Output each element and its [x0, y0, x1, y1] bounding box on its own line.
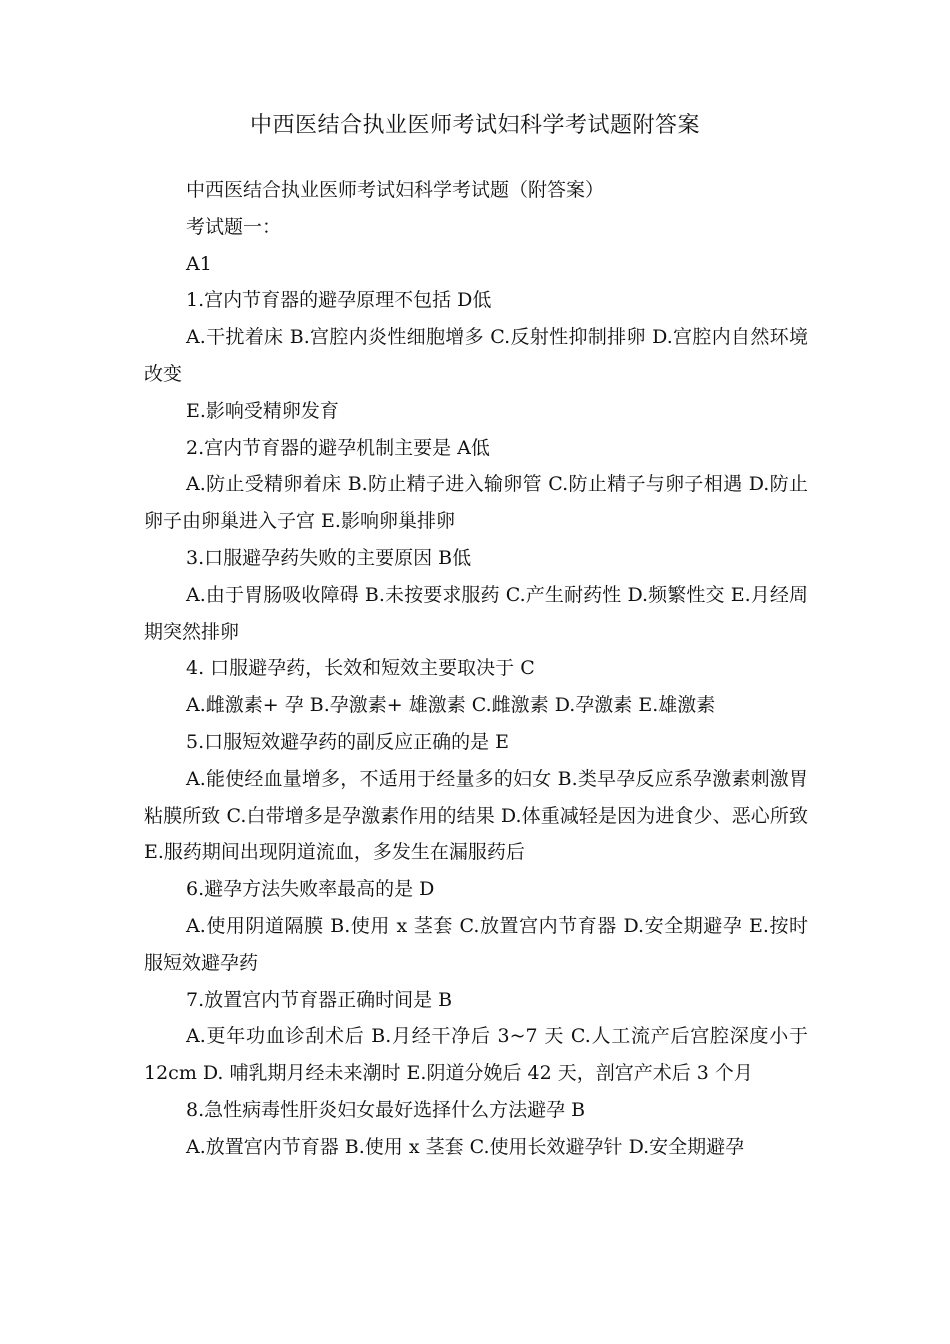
question-4-options: A.雌激素+ 孕 B.孕激素+ 雄激素 C.雌激素 D.孕激素 E.雄激素 [186, 694, 716, 717]
document-body [144, 172, 808, 1166]
question-7-options: A.更年功血诊刮术后 B.月经干净后 3~7 天 C.人工流产后宫腔深度小于 12cm D. 哺乳期月经未来潮时 E.阴道分娩后 42 天，剖宫产术后 3 个月 [144, 1025, 808, 1085]
question-3: 3.口服避孕药失败的主要原因 B低 [186, 546, 472, 569]
paragraph-subtitle: 中西医结合执业医师考试妇科学考试题（附答案） [186, 179, 605, 201]
question-8-options: A.放置宫内节育器 B.使用 x 茎套 C.使用长效避孕针 D.安全期避孕 [186, 1135, 745, 1158]
question-6: 6.避孕方法失败率最高的是 D [186, 878, 435, 901]
question-1: 1.宫内节育器的避孕原理不包括 D低 [186, 289, 492, 312]
question-6-options: A.使用阴道隔膜 B.使用 x 茎套 C.放置宫内节育器 D.安全期避孕 E.按时服短效避孕药 [144, 914, 808, 974]
question-2-options: A.防止受精卵着床 B.防止精子进入输卵管 C.防止精子与卵子相遇 D.防止卵子由卵巢进入子宫 E.影响卵巢排卵 [144, 473, 808, 533]
question-5: 5.口服短效避孕药的副反应正确的是 E [186, 730, 510, 753]
question-7: 7.放置宫内节育器正确时间是 B [186, 988, 453, 1011]
question-3-options: A.由于胃肠吸收障碍 B.未按要求服药 C.产生耐药性 D.频繁性交 E.月经周期突然排卵 [144, 583, 808, 643]
question-8: 8.急性病毒性肝炎妇女最好选择什么方法避孕 B [186, 1098, 586, 1121]
question-5-options: A.能使经血量增多，不适用于经量多的妇女 B.类早孕反应系孕激素刺激胃粘膜所致 C.白带增多是孕激素作用的结果 D.体重减轻是因为进食少、恶心所致 E.服药期间出现阴道流血，多发生在漏服药后 [144, 767, 808, 864]
question-1-options: A.干扰着床 B.宫腔内炎性细胞增多 C.反射性抑制排卵 D.宫腔内自然环境改变 [144, 326, 808, 385]
paragraph-section-heading: 考试题一： [186, 215, 282, 238]
question-2: 2.宫内节育器的避孕机制主要是 A低 [186, 436, 490, 459]
question-4: 4. 口服避孕药，长效和短效主要取决于 C [186, 657, 535, 680]
question-1-option-e: E.影响受精卵发育 [186, 399, 339, 422]
paragraph-question-type: A1 [186, 252, 212, 275]
document-title: 中西医结合执业医师考试妇科学考试题附答案 [249, 113, 700, 138]
